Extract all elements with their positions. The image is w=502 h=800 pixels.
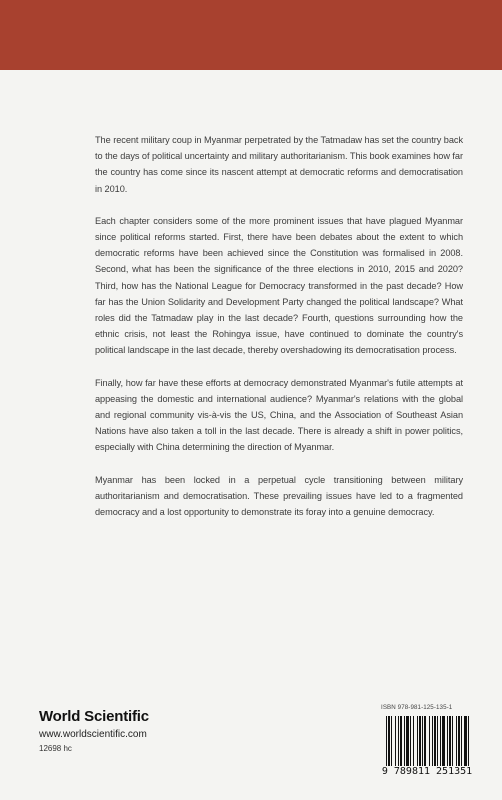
isbn-text: ISBN 978-981-125-135-1 bbox=[381, 704, 453, 711]
barcode-bar bbox=[440, 716, 441, 767]
barcode-block bbox=[381, 704, 473, 790]
barcode-bar bbox=[458, 716, 460, 767]
publisher-url: www.worldscientific.com bbox=[39, 729, 147, 740]
barcode-bar bbox=[422, 716, 423, 767]
barcode-bar bbox=[404, 716, 405, 767]
blurb-paragraph-4: Myanmar has been locked in a perpetual cycle transitioning between military authoritarianism and democratisation. These prevailing issues have led to a fragmented democracy and a lost opportunity to demonstrate its foray into a genuine democracy. bbox=[95, 474, 463, 518]
barcode-bar bbox=[442, 716, 445, 767]
barcode-bar bbox=[464, 716, 467, 767]
barcode-bar bbox=[419, 716, 421, 767]
blurb-paragraph-3: Finally, how far have these efforts at democracy demonstrated Myanmar's futile attempts at appeasing the domestic and international audience? Myanmar's relations with the global and regional community vis-à-vis the US, China, and the Association of Southeast Asian Nations have also taken a toll in the last decade. There is already a shift in power politics, especially with China determining the direction of Myanmar. bbox=[95, 377, 463, 453]
barcode-bar bbox=[468, 716, 469, 767]
barcode-bar bbox=[406, 716, 409, 767]
barcode-bar bbox=[434, 716, 436, 767]
barcode bbox=[381, 714, 473, 777]
publisher-code: 12698 hc bbox=[39, 744, 72, 753]
barcode-bar bbox=[386, 716, 387, 767]
barcode-bar bbox=[417, 716, 418, 767]
barcode-digits: 9 789811 251351 bbox=[381, 766, 473, 777]
barcode-bar bbox=[456, 716, 457, 767]
blurb-paragraph-2: Each chapter considers some of the more prominent issues that have plagued Myanmar since political reforms started. First, there have been debates about the extent to which democratic reforms have been achieved since the Constitution was formalised in 2008. Second, what has been the significance of the three elections in 2010, 2015 and 2020? Third, how has the National League for Democracy transformed in the past decade? How far has the Union Solidarity and Development Party changed the political landscape? What roles did the Tatmadaw play in the last decade? Fourth, questions surrounding how the ethnic crisis, not least the Rohingya issue, have continued to dominate the country's political landscape in the last decade, thereby overshadowing its democratisation process. bbox=[95, 215, 463, 356]
barcode-bar bbox=[395, 716, 396, 767]
barcode-bar bbox=[410, 716, 411, 767]
barcode-bar bbox=[391, 716, 392, 767]
top-color-band bbox=[0, 0, 502, 70]
barcode-bar bbox=[461, 716, 462, 767]
barcode-bar bbox=[452, 716, 453, 767]
barcode-bar bbox=[432, 716, 433, 767]
barcode-bar bbox=[447, 716, 448, 767]
barcode-bar bbox=[424, 716, 426, 767]
back-cover-blurb bbox=[95, 132, 463, 520]
blurb-paragraph-1: The recent military coup in Myanmar perpetrated by the Tatmadaw has set the country back to the days of political uncertainty and military authoritarianism. This book examines how far the country has come since its nascent attempt at democratic reforms and democratisation in 2010. bbox=[95, 135, 463, 194]
barcode-bar bbox=[429, 716, 430, 767]
barcode-bar bbox=[398, 716, 399, 767]
barcode-bar bbox=[449, 716, 451, 767]
publisher-name: World Scientific bbox=[39, 708, 149, 725]
barcode-bar bbox=[437, 716, 438, 767]
publisher-info bbox=[39, 708, 259, 754]
barcode-bar bbox=[413, 716, 414, 767]
barcode-bar bbox=[400, 716, 402, 767]
barcode-bar bbox=[388, 716, 390, 767]
